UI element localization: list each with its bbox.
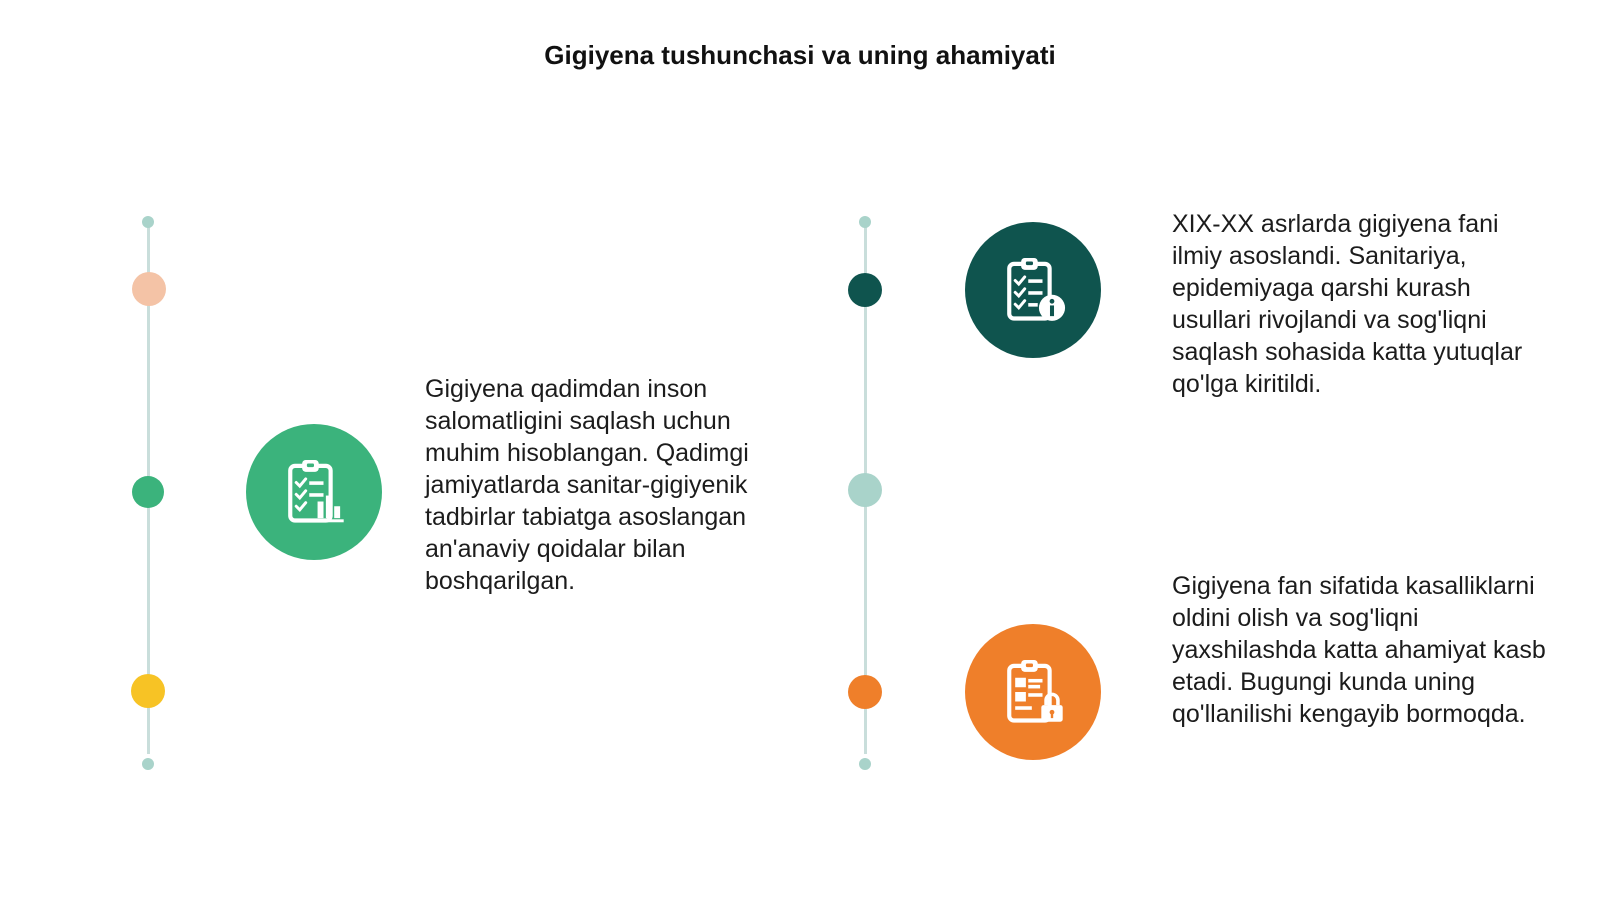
left-node-peach: [132, 272, 166, 306]
item-2-icon-circle: [965, 222, 1101, 358]
right-node-mint: [848, 473, 882, 507]
item-3-icon-circle: [965, 624, 1101, 760]
right-node-orange: [848, 675, 882, 709]
item-3-text: Gigiyena fan sifatida kasalliklarni oldini olish va sog'liqni yaxshilashda katta ahamiyat kasb etadi. Bugungi kunda uning qo'llanilishi kengayib bormoqda.: [1172, 572, 1546, 728]
item-1-text: Gigiyena qadimdan inson salomatligini saqlash uchun muhim hisoblangan. Qadimgi jamiyatlarda sanitar-gigiyenik tadbirlar tabiatga asoslangan an'anaviy qoidalar bilan boshqarilgan.: [425, 375, 749, 595]
left-node-yellow: [131, 674, 165, 708]
left-node-green: [132, 476, 164, 508]
page-title: Gigiyena tushunchasi va uning ahamiyati: [544, 40, 1056, 70]
item-2-text: XIX-XX asrlarda gigiyena fani ilmiy asoslandi. Sanitariya, epidemiyaga qarshi kurash usullari rivojlandi va sog'liqni saqlash sohasida katta yutuqlar qo'lga kiritildi.: [1172, 210, 1523, 398]
left-timeline-start-dot: [142, 216, 154, 228]
clipboard-chart-icon: [276, 454, 352, 530]
right-timeline-end-dot: [859, 758, 871, 770]
clipboard-info-icon: [995, 252, 1071, 328]
right-node-dark-teal: [848, 273, 882, 307]
left-timeline-end-dot: [142, 758, 154, 770]
clipboard-lock-icon: [995, 654, 1071, 730]
right-timeline-start-dot: [859, 216, 871, 228]
item-1-icon-circle: [246, 424, 382, 560]
